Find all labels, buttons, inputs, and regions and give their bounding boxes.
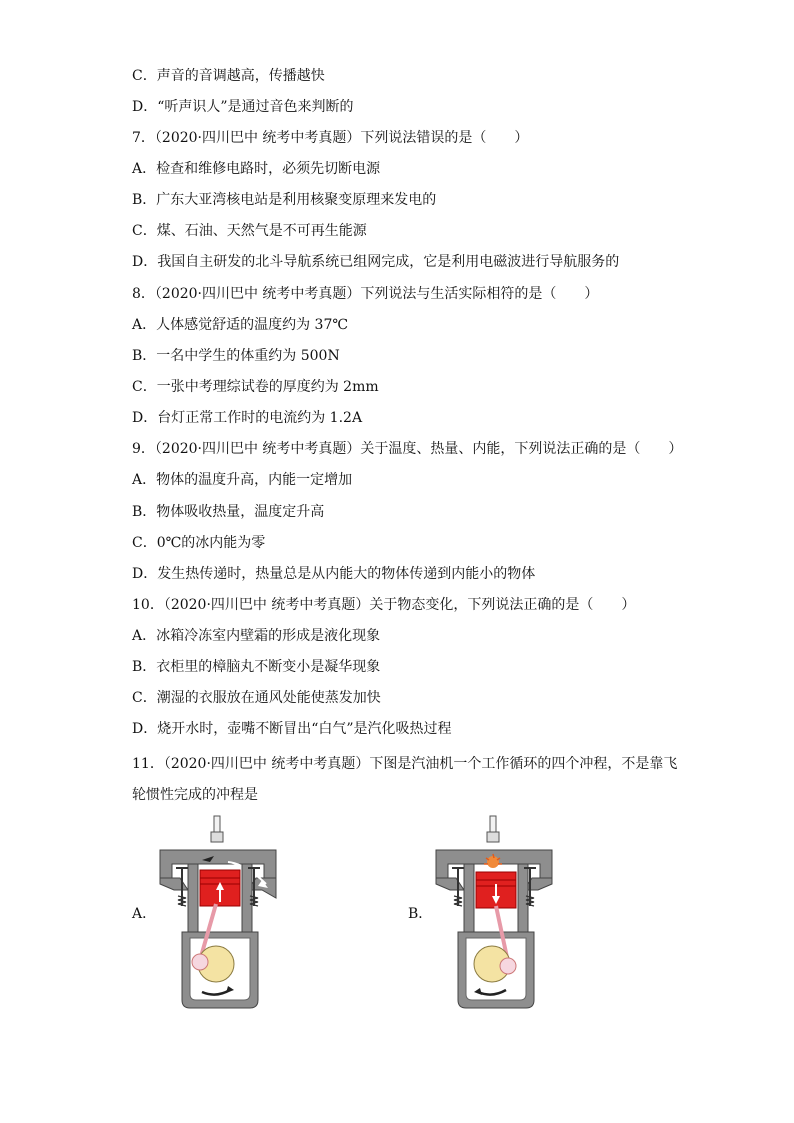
text-line: A．物体的温度升高，内能一定增加 bbox=[132, 472, 353, 488]
text-line: B．一名中学生的体重约为 500N bbox=[132, 348, 340, 364]
text-line: D．发生热传递时，热量总是从内能大的物体传递到内能小的物体 bbox=[132, 566, 536, 582]
text-line: B．广东大亚湾核电站是利用核聚变原理来发电的 bbox=[132, 192, 437, 208]
cylinder-wall-right bbox=[242, 864, 252, 934]
spark-plug bbox=[214, 816, 220, 834]
engine-figure-a bbox=[158, 812, 282, 1012]
text-line: D．台灯正常工作时的电流约为 1.2A bbox=[132, 410, 363, 426]
text-line: C．潮湿的衣服放在通风处能使蒸发加快 bbox=[132, 690, 381, 706]
text-line: C．声音的音调越高，传播越快 bbox=[132, 68, 325, 84]
text-line: B．物体吸收热量，温度定升高 bbox=[132, 504, 325, 520]
question-8: 8．（2020·四川巴中 统考中考真题）下列说法与生活实际相符的是（ ） bbox=[132, 286, 599, 302]
option-a-label: A． bbox=[132, 906, 157, 922]
text-line: A．人体感觉舒适的温度约为 37℃ bbox=[132, 317, 349, 333]
text-line: D．我国自主研发的北斗导航系统已组网完成，它是利用电磁波进行导航服务的 bbox=[132, 254, 620, 270]
question-10: 10．（2020·四川巴中 统考中考真题）关于物态变化，下列说法正确的是（ ） bbox=[132, 597, 636, 613]
spark-plug bbox=[490, 816, 496, 834]
cylinder-wall-right bbox=[518, 864, 528, 934]
text-line: 轮惯性完成的冲程是 bbox=[132, 787, 258, 803]
text-line: D．烧开水时，壶嘴不断冒出“白气”是汽化吸热过程 bbox=[132, 721, 452, 737]
text-line: C．0℃的冰内能为零 bbox=[132, 535, 266, 551]
text-line: C．煤、石油、天然气是不可再生能源 bbox=[132, 223, 367, 239]
text-line: C．一张中考理综试卷的厚度约为 2mm bbox=[132, 379, 379, 395]
cylinder-wall-left bbox=[188, 864, 198, 934]
text-line: A．冰箱冷冻室内壁霜的形成是液化现象 bbox=[132, 628, 381, 644]
question-7: 7．（2020·四川巴中 统考中考真题）下列说法错误的是（ ） bbox=[132, 130, 529, 146]
text-line: A．检查和维修电路时，必须先切断电源 bbox=[132, 161, 381, 177]
question-9: 9．（2020·四川巴中 统考中考真题）关于温度、热量、内能，下列说法正确的是（ ） bbox=[132, 441, 683, 457]
question-11: 11．（2020·四川巴中 统考中考真题）下图是汽油机一个工作循环的四个冲程，不是靠飞 bbox=[132, 756, 678, 772]
text-line: B．衣柜里的樟脑丸不断变小是凝华现象 bbox=[132, 659, 381, 675]
option-b-label: B． bbox=[408, 906, 433, 922]
engine-figure-b bbox=[434, 812, 558, 1012]
cylinder-wall-left bbox=[464, 864, 474, 934]
text-line: D．“听声识人”是通过音色来判断的 bbox=[132, 99, 354, 115]
